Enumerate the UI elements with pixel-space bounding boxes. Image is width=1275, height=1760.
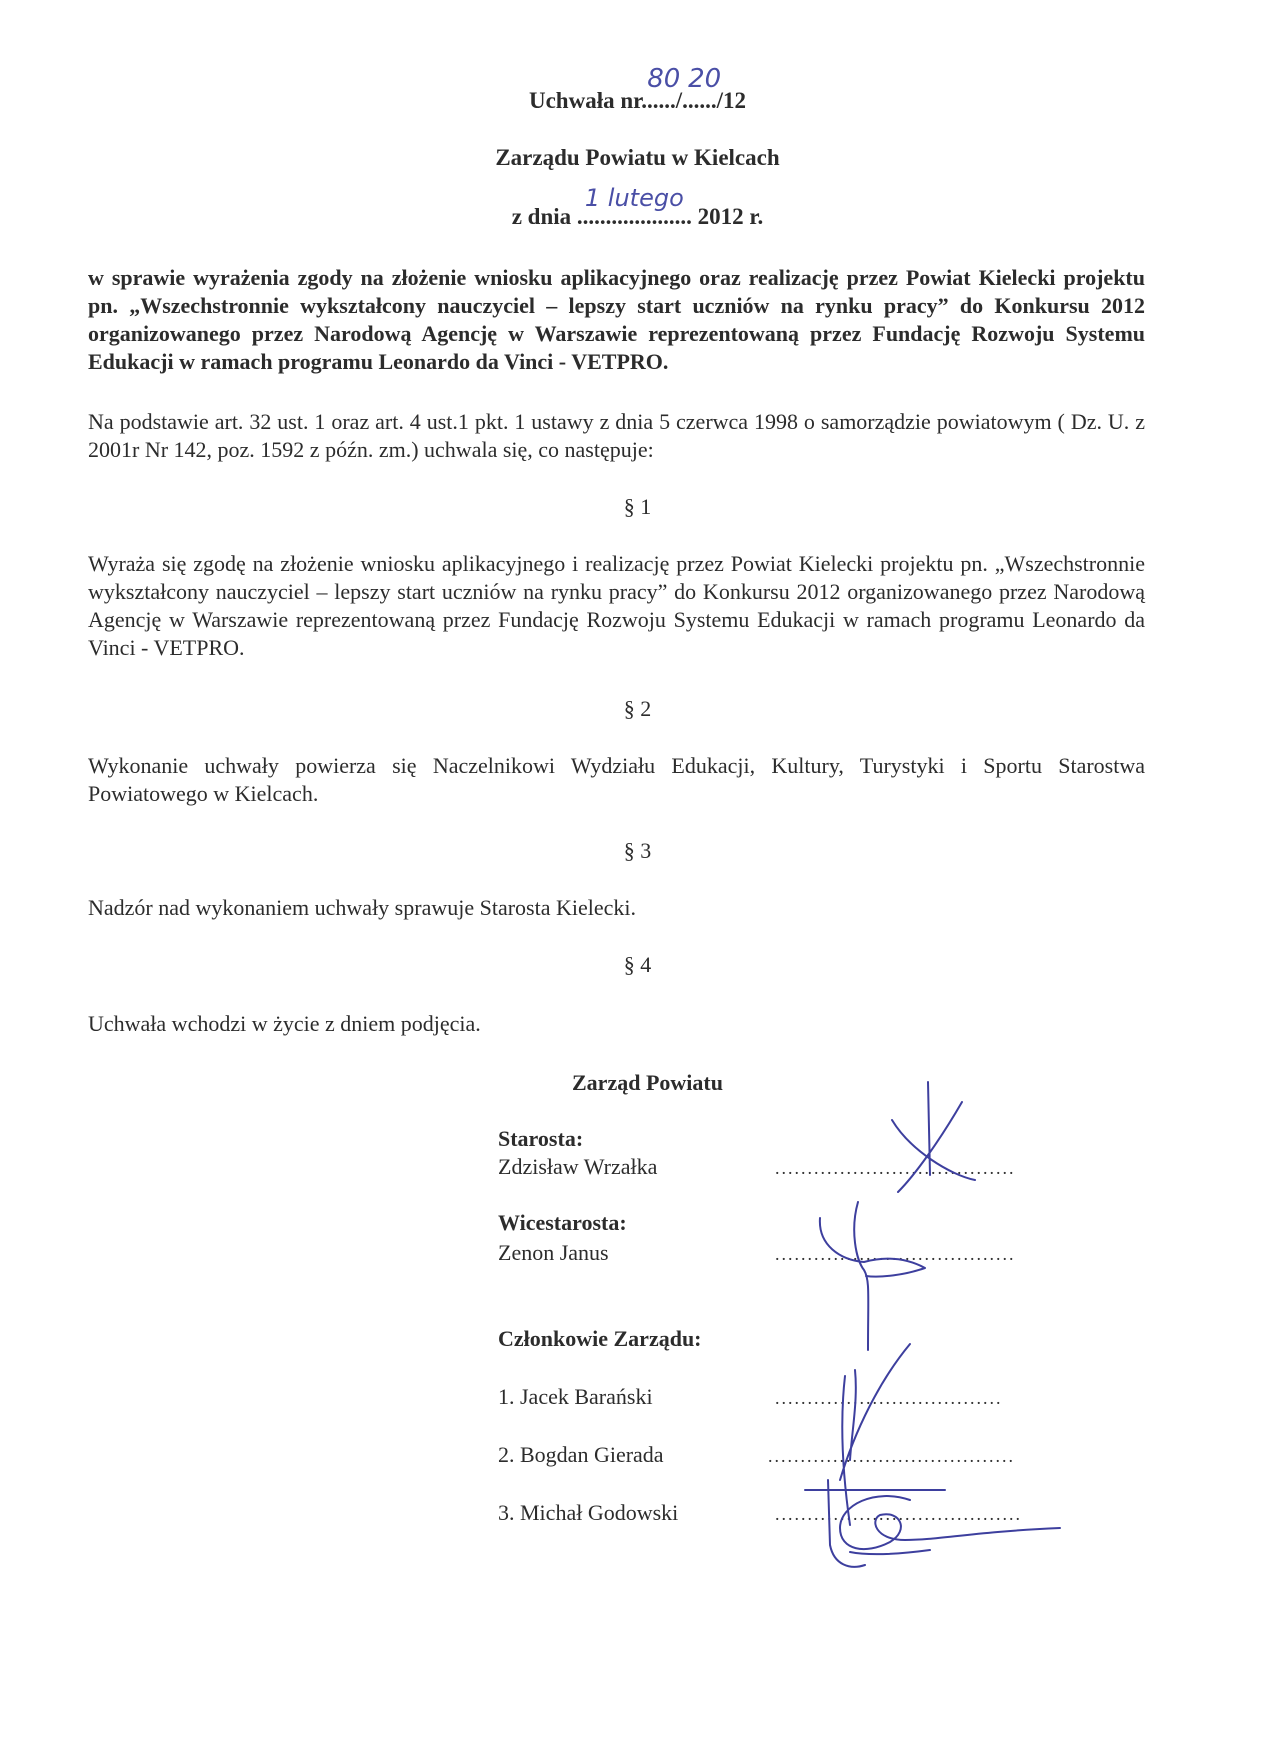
- member-2-signature-line: ......................................: [768, 1446, 1015, 1466]
- resolution-date: [0, 184, 1275, 230]
- section-4-text: Uchwała wchodzi w życie z dniem podjęcia.: [88, 1011, 481, 1036]
- resolution-title: Uchwała nr...... 80 /...... 20 /12: [528, 64, 747, 113]
- resolution-subject: w sprawie wyrażenia zgody na złożenie wniosku aplikacyjnego oraz realizację przez Powiat Kielecki projektu pn. „Wszechstronnie wykształcony nauczyciel – lepszy start uczniów na rynku pracy” do Konkursu 2012 organizowanego przez Narodową Agencję w Warszawie reprezentowaną przez Fundację Rozwoju Systemu Edukacji w ramach programu Leonardo da Vinci - VETPRO.: [88, 265, 1145, 374]
- member-2-name: 2. Bogdan Gierada: [498, 1442, 664, 1467]
- title-number-1: 80: [647, 64, 681, 94]
- starosta-signature: [870, 1080, 990, 1210]
- date-field: .................... 1 lutego: [576, 184, 692, 229]
- section-4-mark: § 4: [623, 952, 652, 977]
- section-1-mark: § 1: [623, 494, 652, 519]
- title-number-1-field: ...... 80: [641, 64, 681, 113]
- section-3-mark: § 3: [623, 838, 652, 863]
- starosta-signature-line: .....................................: [775, 1158, 1016, 1178]
- title-number-2-field: ...... 20: [682, 64, 722, 113]
- wicestarosta-name: Zenon Janus: [498, 1240, 609, 1265]
- starosta-name: Zdzisław Wrzałka: [498, 1154, 658, 1179]
- member-3-signature-line: ......................................: [775, 1504, 1022, 1524]
- date-handwritten: 1 lutego: [584, 184, 684, 212]
- starosta-label: Starosta:: [498, 1126, 584, 1151]
- member-1-name: 1. Jacek Barański: [498, 1384, 653, 1409]
- title-number-2: 20: [688, 64, 722, 94]
- section-2-mark: § 2: [623, 696, 652, 721]
- member-3-name: 3. Michał Godowski: [498, 1500, 679, 1525]
- members-label: Członkowie Zarządu:: [498, 1326, 702, 1351]
- section-1-text: Wyraża się zgodę na złożenie wniosku aplikacyjnego i realizację przez Powiat Kielecki projektu pn. „Wszechstronnie wykształcony nauczyciel – lepszy start uczniów na rynku pracy” do Konkursu 2012 organizowanego przez Narodową Agencję w Warszawie reprezentowaną przez Fundację Rozwoju Systemu Edukacji w ramach programu Leonardo da Vinci - VETPRO.: [88, 551, 1145, 660]
- wicestarosta-signature-line: .....................................: [775, 1244, 1016, 1264]
- title-prefix: Uchwała nr: [528, 88, 642, 113]
- board-name: Zarządu Powiatu w Kielcach: [495, 145, 780, 170]
- wicestarosta-signature: [810, 1200, 940, 1360]
- legal-basis: Na podstawie art. 32 ust. 1 oraz art. 4 ust.1 pkt. 1 ustawy z dnia 5 czerwca 1998 o samorządzie powiatowym ( Dz. U. z 2001r Nr 142, poz. 1592 z późn. zm.) uchwala się, co następuje:: [88, 409, 1145, 462]
- signatures-heading: Zarząd Powiatu: [572, 1070, 723, 1095]
- date-prefix: z dnia: [511, 204, 572, 229]
- wicestarosta-label: Wicestarosta:: [498, 1210, 627, 1235]
- member-1-signature-line: ...................................: [775, 1388, 1003, 1408]
- section-2-text: Wykonanie uchwały powierza się Naczelnikowi Wydziału Edukacji, Kultury, Turystyki i Sportu Starostwa Powiatowego w Kielcach.: [88, 753, 1145, 806]
- member-3-signature: [820, 1470, 1080, 1580]
- date-suffix: 2012 r.: [697, 204, 764, 229]
- section-3-text: Nadzór nad wykonaniem uchwały sprawuje Starosta Kielecki.: [88, 895, 636, 920]
